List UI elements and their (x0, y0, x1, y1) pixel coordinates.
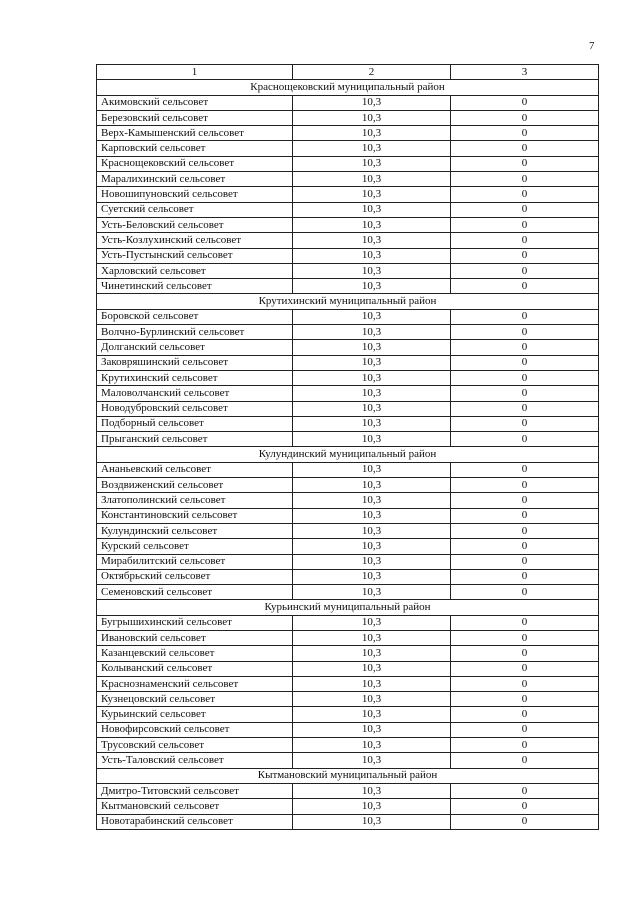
district-row (97, 294, 599, 309)
value-col3: 0 (451, 646, 599, 661)
value-col2: 10,3 (293, 783, 451, 798)
value-col2: 10,3 (293, 478, 451, 493)
table-row (97, 401, 599, 416)
header-cell-3: 3 (451, 65, 599, 80)
value-col3: 0 (451, 248, 599, 263)
table-row (97, 202, 599, 217)
header-cell-1: 1 (97, 65, 293, 80)
settlement-name: Мирабилитский сельсовет (97, 554, 293, 569)
settlement-name: Семеновский сельсовет (97, 585, 293, 600)
value-col3: 0 (451, 508, 599, 523)
value-col2: 10,3 (293, 416, 451, 431)
table-row (97, 508, 599, 523)
table-row (97, 585, 599, 600)
settlement-name: Кулундинский сельсовет (97, 523, 293, 538)
value-col2: 10,3 (293, 585, 451, 600)
district-name: Кулундинский муниципальный район (97, 447, 599, 462)
settlement-name: Краснощековский сельсовет (97, 156, 293, 171)
table-row (97, 661, 599, 676)
district-name: Курьинский муниципальный район (97, 600, 599, 615)
value-col3: 0 (451, 814, 599, 829)
value-col3: 0 (451, 615, 599, 630)
district-name: Кытмановский муниципальный район (97, 768, 599, 783)
table-row (97, 539, 599, 554)
settlement-name: Маралихинский сельсовет (97, 172, 293, 187)
table-row (97, 630, 599, 645)
table-row (97, 814, 599, 829)
settlement-name: Бугрышихинский сельсовет (97, 615, 293, 630)
value-col3: 0 (451, 416, 599, 431)
settlement-name: Волчно-Бурлинский сельсовет (97, 325, 293, 340)
value-col2: 10,3 (293, 401, 451, 416)
value-col3: 0 (451, 630, 599, 645)
settlement-name: Крутихинский сельсовет (97, 370, 293, 385)
settlement-name: Дмитро-Титовский сельсовет (97, 783, 293, 798)
value-col3: 0 (451, 187, 599, 202)
value-col2: 10,3 (293, 753, 451, 768)
settlement-name: Усть-Козлухинский сельсовет (97, 233, 293, 248)
value-col3: 0 (451, 799, 599, 814)
table-row (97, 462, 599, 477)
value-col2: 10,3 (293, 217, 451, 232)
table-row (97, 309, 599, 324)
value-col3: 0 (451, 126, 599, 141)
table-row (97, 233, 599, 248)
table-row (97, 141, 599, 156)
settlement-name: Колыванский сельсовет (97, 661, 293, 676)
settlement-name: Казанцевский сельсовет (97, 646, 293, 661)
table-row (97, 156, 599, 171)
settlement-name: Златополинский сельсовет (97, 493, 293, 508)
settlement-name: Верх-Камышенский сельсовет (97, 126, 293, 141)
table-row (97, 110, 599, 125)
value-col3: 0 (451, 202, 599, 217)
settlement-name: Краснознаменский сельсовет (97, 676, 293, 691)
value-col3: 0 (451, 340, 599, 355)
value-col2: 10,3 (293, 233, 451, 248)
table-row (97, 783, 599, 798)
value-col2: 10,3 (293, 279, 451, 294)
value-col3: 0 (451, 370, 599, 385)
value-col3: 0 (451, 386, 599, 401)
value-col2: 10,3 (293, 692, 451, 707)
value-col3: 0 (451, 738, 599, 753)
value-col2: 10,3 (293, 539, 451, 554)
table-row (97, 554, 599, 569)
settlement-name: Ананьевский сельсовет (97, 462, 293, 477)
table-row (97, 325, 599, 340)
value-col3: 0 (451, 676, 599, 691)
settlement-name: Суетский сельсовет (97, 202, 293, 217)
value-col3: 0 (451, 539, 599, 554)
table-row (97, 523, 599, 538)
value-col2: 10,3 (293, 462, 451, 477)
value-col2: 10,3 (293, 95, 451, 110)
settlement-name: Трусовский сельсовет (97, 738, 293, 753)
table-row (97, 370, 599, 385)
value-col3: 0 (451, 569, 599, 584)
value-col2: 10,3 (293, 110, 451, 125)
value-col2: 10,3 (293, 355, 451, 370)
table-row (97, 416, 599, 431)
settlement-name: Новотарабинский сельсовет (97, 814, 293, 829)
value-col3: 0 (451, 692, 599, 707)
settlement-name: Новодубровский сельсовет (97, 401, 293, 416)
settlement-name: Усть-Пустынский сельсовет (97, 248, 293, 263)
settlement-name: Воздвиженский сельсовет (97, 478, 293, 493)
table-row (97, 432, 599, 447)
value-col2: 10,3 (293, 508, 451, 523)
settlement-name: Заковряшинский сельсовет (97, 355, 293, 370)
table-row (97, 478, 599, 493)
value-col2: 10,3 (293, 493, 451, 508)
settlement-name: Усть-Таловский сельсовет (97, 753, 293, 768)
value-col3: 0 (451, 523, 599, 538)
table-row (97, 493, 599, 508)
table-row (97, 95, 599, 110)
value-col2: 10,3 (293, 248, 451, 263)
value-col2: 10,3 (293, 172, 451, 187)
settlement-name: Маловолчанский сельсовет (97, 386, 293, 401)
table-row (97, 707, 599, 722)
settlement-name: Подборный сельсовет (97, 416, 293, 431)
value-col2: 10,3 (293, 187, 451, 202)
value-col2: 10,3 (293, 370, 451, 385)
header-cell-2: 2 (293, 65, 451, 80)
value-col2: 10,3 (293, 156, 451, 171)
value-col2: 10,3 (293, 738, 451, 753)
settlement-name: Ивановский сельсовет (97, 630, 293, 645)
value-col2: 10,3 (293, 141, 451, 156)
value-col3: 0 (451, 661, 599, 676)
table-row (97, 753, 599, 768)
table-row (97, 676, 599, 691)
district-name: Краснощековский муниципальный район (97, 80, 599, 95)
table-row (97, 692, 599, 707)
value-col2: 10,3 (293, 126, 451, 141)
settlement-name: Новофирсовский сельсовет (97, 722, 293, 737)
table-row (97, 279, 599, 294)
value-col2: 10,3 (293, 722, 451, 737)
value-col2: 10,3 (293, 569, 451, 584)
value-col2: 10,3 (293, 814, 451, 829)
settlement-name: Прыганский сельсовет (97, 432, 293, 447)
settlement-name: Акимовский сельсовет (97, 95, 293, 110)
value-col2: 10,3 (293, 263, 451, 278)
header-row (97, 65, 599, 80)
district-row (97, 768, 599, 783)
value-col2: 10,3 (293, 202, 451, 217)
value-col3: 0 (451, 462, 599, 477)
district-row (97, 447, 599, 462)
value-col2: 10,3 (293, 646, 451, 661)
settlement-name: Октябрьский сельсовет (97, 569, 293, 584)
value-col3: 0 (451, 325, 599, 340)
settlement-name: Кузнецовский сельсовет (97, 692, 293, 707)
value-col3: 0 (451, 554, 599, 569)
settlement-name: Харловский сельсовет (97, 263, 293, 278)
value-col2: 10,3 (293, 615, 451, 630)
table-row (97, 799, 599, 814)
value-col3: 0 (451, 753, 599, 768)
settlement-name: Долганский сельсовет (97, 340, 293, 355)
value-col3: 0 (451, 217, 599, 232)
settlement-name: Усть-Беловский сельсовет (97, 217, 293, 232)
value-col2: 10,3 (293, 661, 451, 676)
value-col3: 0 (451, 263, 599, 278)
value-col2: 10,3 (293, 523, 451, 538)
value-col2: 10,3 (293, 799, 451, 814)
settlement-name: Курский сельсовет (97, 539, 293, 554)
table-row (97, 172, 599, 187)
settlement-name: Чинетинский сельсовет (97, 279, 293, 294)
table-row (97, 738, 599, 753)
value-col3: 0 (451, 110, 599, 125)
table-row (97, 248, 599, 263)
table-row (97, 217, 599, 232)
page-number: 7 (589, 40, 595, 52)
value-col3: 0 (451, 279, 599, 294)
settlement-name: Константиновский сельсовет (97, 508, 293, 523)
table-row (97, 355, 599, 370)
value-col3: 0 (451, 95, 599, 110)
table-row (97, 263, 599, 278)
value-col3: 0 (451, 783, 599, 798)
settlement-name: Курьинский сельсовет (97, 707, 293, 722)
value-col3: 0 (451, 309, 599, 324)
value-col3: 0 (451, 493, 599, 508)
value-col3: 0 (451, 478, 599, 493)
value-col2: 10,3 (293, 630, 451, 645)
value-col3: 0 (451, 233, 599, 248)
value-col2: 10,3 (293, 554, 451, 569)
settlement-name: Кытмановский сельсовет (97, 799, 293, 814)
settlement-name: Новошипуновский сельсовет (97, 187, 293, 202)
value-col3: 0 (451, 432, 599, 447)
table-row (97, 126, 599, 141)
settlement-name: Карповский сельсовет (97, 141, 293, 156)
settlement-name: Березовский сельсовет (97, 110, 293, 125)
value-col3: 0 (451, 156, 599, 171)
table-row (97, 646, 599, 661)
value-col2: 10,3 (293, 309, 451, 324)
value-col2: 10,3 (293, 340, 451, 355)
table-body (97, 65, 599, 830)
value-col2: 10,3 (293, 386, 451, 401)
value-col3: 0 (451, 707, 599, 722)
value-col3: 0 (451, 172, 599, 187)
district-row (97, 600, 599, 615)
table-row (97, 569, 599, 584)
value-col2: 10,3 (293, 707, 451, 722)
settlement-name: Боровской сельсовет (97, 309, 293, 324)
value-col2: 10,3 (293, 676, 451, 691)
value-col2: 10,3 (293, 325, 451, 340)
table-row (97, 722, 599, 737)
value-col3: 0 (451, 141, 599, 156)
value-col2: 10,3 (293, 432, 451, 447)
district-name: Крутихинский муниципальный район (97, 294, 599, 309)
value-col3: 0 (451, 355, 599, 370)
value-col3: 0 (451, 722, 599, 737)
table-row (97, 187, 599, 202)
value-col3: 0 (451, 585, 599, 600)
table-row (97, 340, 599, 355)
value-col3: 0 (451, 401, 599, 416)
table-row (97, 386, 599, 401)
district-row (97, 80, 599, 95)
data-table (96, 64, 599, 830)
table-row (97, 615, 599, 630)
